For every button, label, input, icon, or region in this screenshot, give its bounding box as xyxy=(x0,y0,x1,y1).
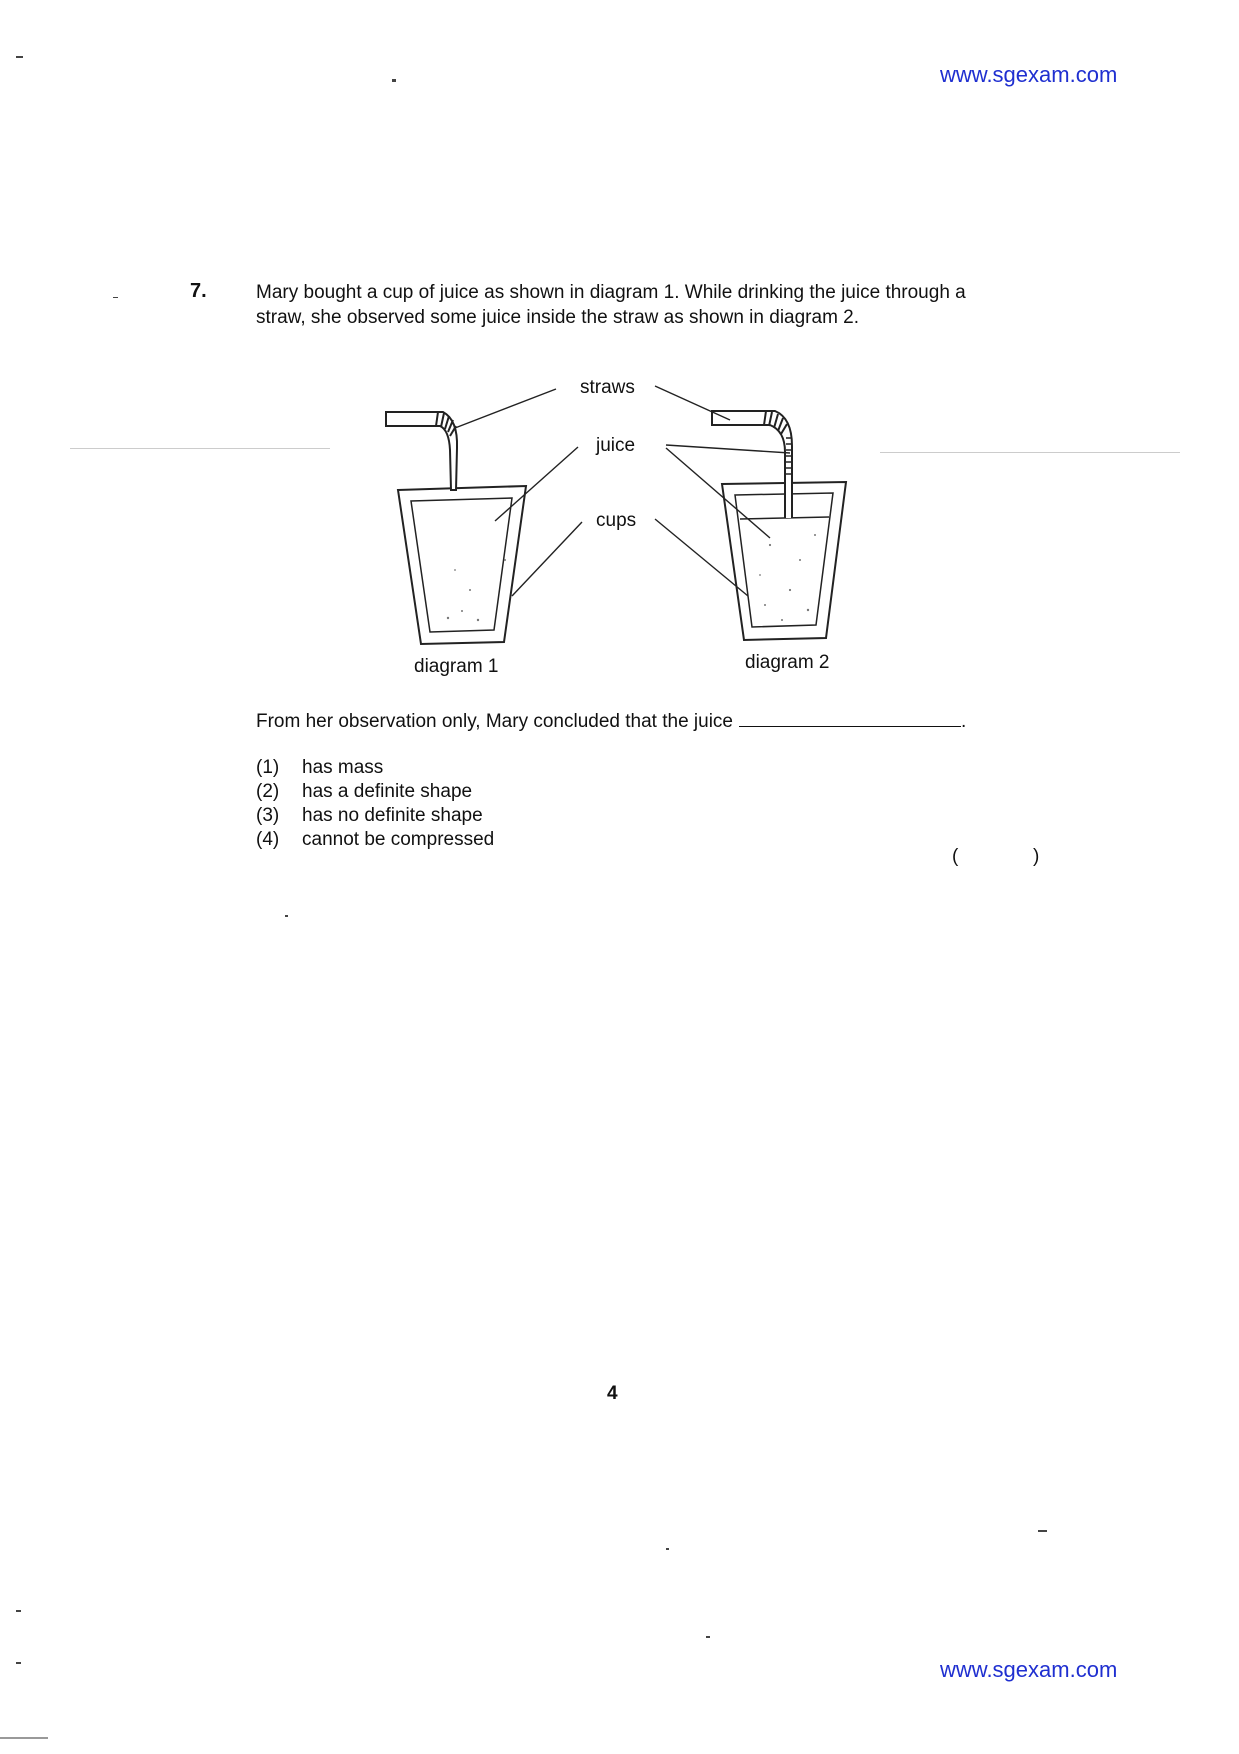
straw-diagram-1 xyxy=(386,412,457,490)
option-4[interactable]: (4) cannot be compressed xyxy=(256,829,495,850)
conclusion-end: . xyxy=(961,711,967,732)
question-text-line-2: straw, she observed some juice inside the straw as shown in diagram 2. xyxy=(256,307,860,328)
answer-box[interactable] xyxy=(965,846,1030,870)
question-text-line-1: Mary bought a cup of juice as shown in diagram 1. While drinking the juice through a xyxy=(256,282,966,303)
label-cups: cups xyxy=(596,510,637,531)
page-number: 4 xyxy=(607,1383,618,1404)
caption-diagram-1: diagram 1 xyxy=(414,656,499,677)
site-link-bottom[interactable]: www.sgexam.com xyxy=(940,1657,1118,1682)
answer-paren-close: ) xyxy=(1033,846,1040,867)
site-link-top[interactable]: www.sgexam.com xyxy=(940,62,1118,87)
option-1[interactable]: (1) has mass xyxy=(256,757,384,778)
conclusion-text: From her observation only, Mary concluded that the juice xyxy=(256,711,733,732)
option-2[interactable]: (2) has a definite shape xyxy=(256,781,473,802)
caption-diagram-2: diagram 2 xyxy=(745,652,830,673)
label-straws: straws xyxy=(580,377,635,398)
label-juice: juice xyxy=(596,435,636,456)
question-number: 7. xyxy=(190,280,207,302)
juice-straw-figure xyxy=(0,0,1239,700)
options-list xyxy=(256,756,494,852)
juice-speckles xyxy=(447,534,816,621)
option-3[interactable]: (3) has no definite shape xyxy=(256,805,483,826)
conclusion-prompt xyxy=(256,708,966,733)
answer-paren-open: ( xyxy=(952,846,959,867)
answer-blank[interactable] xyxy=(739,708,961,727)
